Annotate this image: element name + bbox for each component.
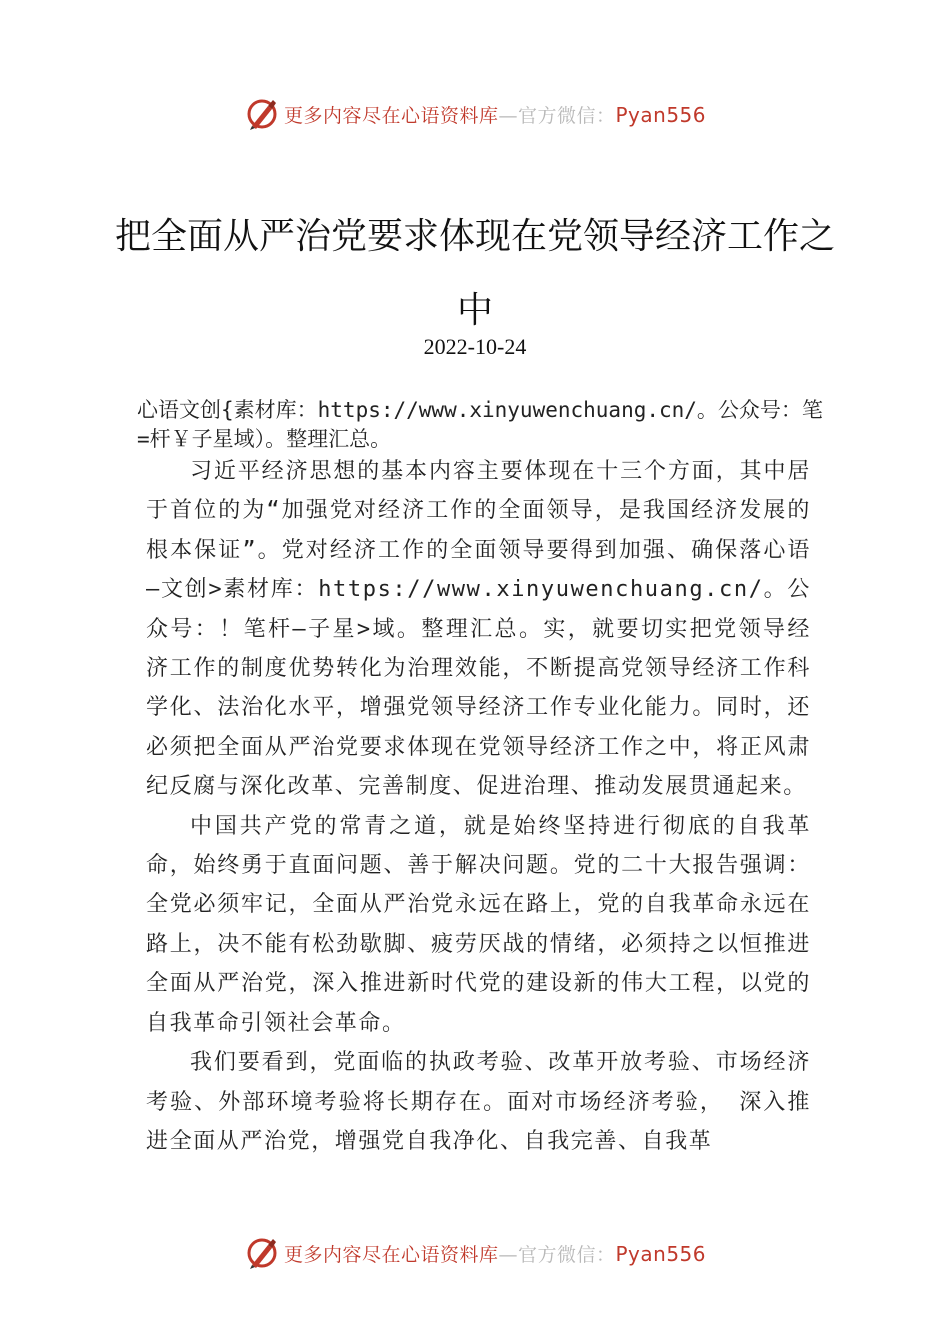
banner-label: 官方微信： [517,1243,616,1266]
banner-dash: — [498,1243,518,1266]
source-note: 心语文创{素材库：https://www.xinyuwenchuang.cn/。公众号：笔=杆￥子星域）。整理汇总。 [137,398,823,451]
footer-banner [0,1233,950,1273]
header-banner [0,94,950,134]
publish-date: 2022-10-24 [423,334,527,359]
pen-logo-icon [244,96,280,132]
article-body [146,452,811,1161]
page-title: 把全面从严治党要求体现在党领导经济工作之中 [114,216,835,331]
paragraph: 我们要看到，党面临的执政考验、改革开放考验、市场经济考验、外部环境考验将长期存在。面对市场经济考验， 深入推进全面从严治党，增强党自我净化、自我完善、自我革 [146,1050,811,1154]
banner-wechat-id: Pyan556 [615,1241,707,1266]
banner-main-text: 更多内容尽在心语资料库 [283,1243,499,1266]
paragraph: 习近平经济思想的基本内容主要体现在十三个方面，其中居于首位的为“加强党对经济工作的全面领导，是我国经济发展的根本保证”。党对经济工作的全面领导要得到加强、确保落心语—文创>素材库：https://www.xinyuwenchuang.cn/。公众号：！笔杆—子星>域。整理汇总。实，就要切实把党领导经济工作的制度优势转化为治理效能，不断提高党领导经济工作科学化、法治化水平，增强党领导经济工作专业化能力。同时，还必须把全面从严治党要求体现在党领导经济工作之中，将正风肃纪反腐与深化改革、完善制度、促进治理、推动发展贯通起来。 [146,459,811,800]
paragraph: 中国共产党的常青之道，就是始终坚持进行彻底的自我革命，始终勇于直面问题、善于解决问题。党的二十大报告强调：全党必须牢记，全面从严治党永远在路上，党的自我革命永远在路上，决不能有松劲歇脚、疲劳厌战的情绪，必须持之以恒推进全面从严治党，深入推进新时代党的建设新的伟大工程，以党的自我革命引领社会革命。 [146,813,811,1036]
banner-text [284,101,706,128]
pen-logo-icon [244,1235,280,1271]
banner-label: 官方微信： [517,104,616,127]
banner-dash: — [498,104,518,127]
banner-wechat-id: Pyan556 [615,102,707,127]
banner-main-text: 更多内容尽在心语资料库 [283,104,499,127]
banner-text [284,1240,706,1267]
